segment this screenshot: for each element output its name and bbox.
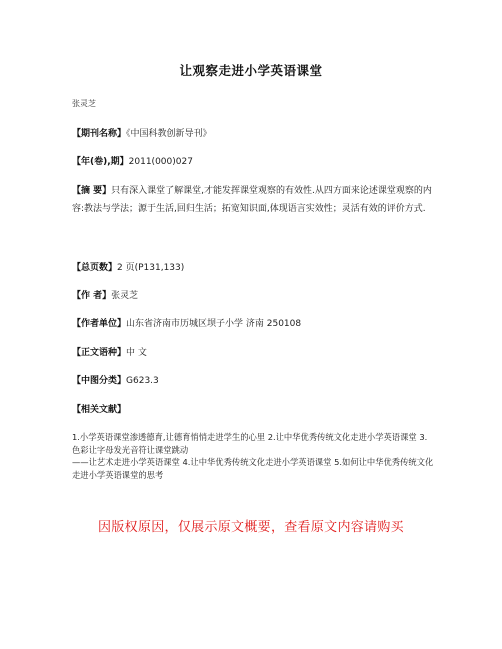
abstract-value: 只有深入课堂了解课堂,才能发挥课堂观察的有效性.从四方面来论述课堂观察的内容:教法与学法；源于生活,回归生活；拓宽知识面,体现语言实效性；灵活有效的评价方式.: [72, 186, 432, 214]
author-value: 张灵芝: [111, 291, 139, 301]
related-text-part-1: 1.小学英语课堂渗透德育,让德育悄悄走进学生的心里 2.让中华优秀传统文化走进小学英语课堂 3.色彩让字母发光音符让课堂跳动: [72, 432, 428, 455]
related-heading: [72, 402, 434, 418]
pages-value: 2 页(P131,133): [117, 263, 185, 273]
document-title: 让观察走进小学英语课堂: [179, 63, 323, 78]
author-byline: 张灵芝: [72, 99, 96, 108]
related-label: 【相关文献】: [72, 405, 127, 415]
classification-field: [72, 373, 434, 389]
journal-field: [72, 126, 434, 142]
pages-label: 【总页数】: [72, 263, 118, 273]
language-field: [72, 345, 434, 361]
year-field: [72, 154, 434, 170]
abstract-label: 【摘 要】: [72, 186, 112, 196]
abstract-field: [72, 183, 434, 218]
related-list: [72, 431, 434, 481]
year-label: 【年(卷),期】: [72, 157, 129, 167]
affiliation-field: [72, 316, 434, 332]
language-label: 【正文语种】: [72, 348, 127, 358]
copyright-notice: 因版权原因，仅展示原文概要，查看原文内容请购买: [98, 520, 404, 535]
affiliation-label: 【作者单位】: [72, 319, 127, 329]
classification-value: G623.3: [126, 376, 159, 386]
related-text-part-2: ——让艺术走进小学英语课堂 4.让中华优秀传统文化走进小学英语课堂 5.如何让中华优秀传统文化走进小学英语课堂的思考: [72, 457, 434, 480]
journal-value: 《中国科教创新导刊》: [126, 129, 212, 139]
classification-label: 【中图分类】: [72, 376, 127, 386]
year-value: 2011(000)027: [128, 157, 193, 167]
author-label: 【作 者】: [72, 291, 112, 301]
pages-field: [72, 260, 434, 276]
journal-label: 【期刊名称】: [72, 129, 127, 139]
affiliation-value: 山东省济南市历城区坝子小学 济南 250108: [126, 319, 302, 329]
author-field: [72, 288, 434, 304]
language-value: 中 文: [126, 348, 147, 358]
